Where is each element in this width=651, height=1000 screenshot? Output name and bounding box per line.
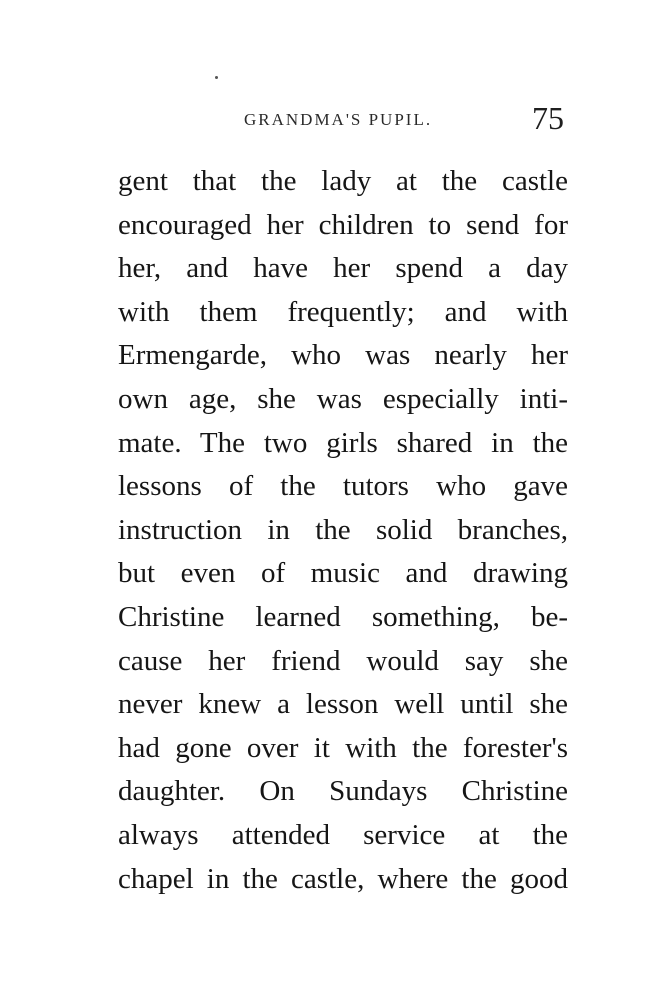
body-text [118,160,568,901]
text-line: daughter. On Sundays Christine [118,775,568,808]
text-line: mate. The two girls shared in the [118,426,568,459]
text-line: own age, she was especially inti- [118,382,568,415]
page-number: 75 [532,100,564,136]
ink-speck [215,76,218,79]
running-title: GRANDMA'S PUPIL. [244,110,433,129]
text-line: Christine learned something, be- [118,600,568,633]
text-line: instruction in the solid branches, [118,513,568,546]
text-line: never knew a lesson well until she [118,688,568,721]
text-line: always attended service at the [118,818,568,851]
text-line: but even of music and drawing [118,557,568,590]
text-line: with them frequently; and with [118,295,568,328]
text-line: lessons of the tutors who gave [118,470,568,503]
text-line: chapel in the castle, where the good [118,862,568,895]
text-line: her, and have her spend a day [118,252,568,285]
text-line: gent that the lady at the castle [118,165,568,197]
text-line: cause her friend would say she [118,644,568,677]
text-line: Ermengarde, who was nearly her [118,339,568,372]
text-line: encouraged her children to send for [118,208,568,241]
text-line: had gone over it with the forester's [118,731,568,764]
running-head [0,100,651,140]
